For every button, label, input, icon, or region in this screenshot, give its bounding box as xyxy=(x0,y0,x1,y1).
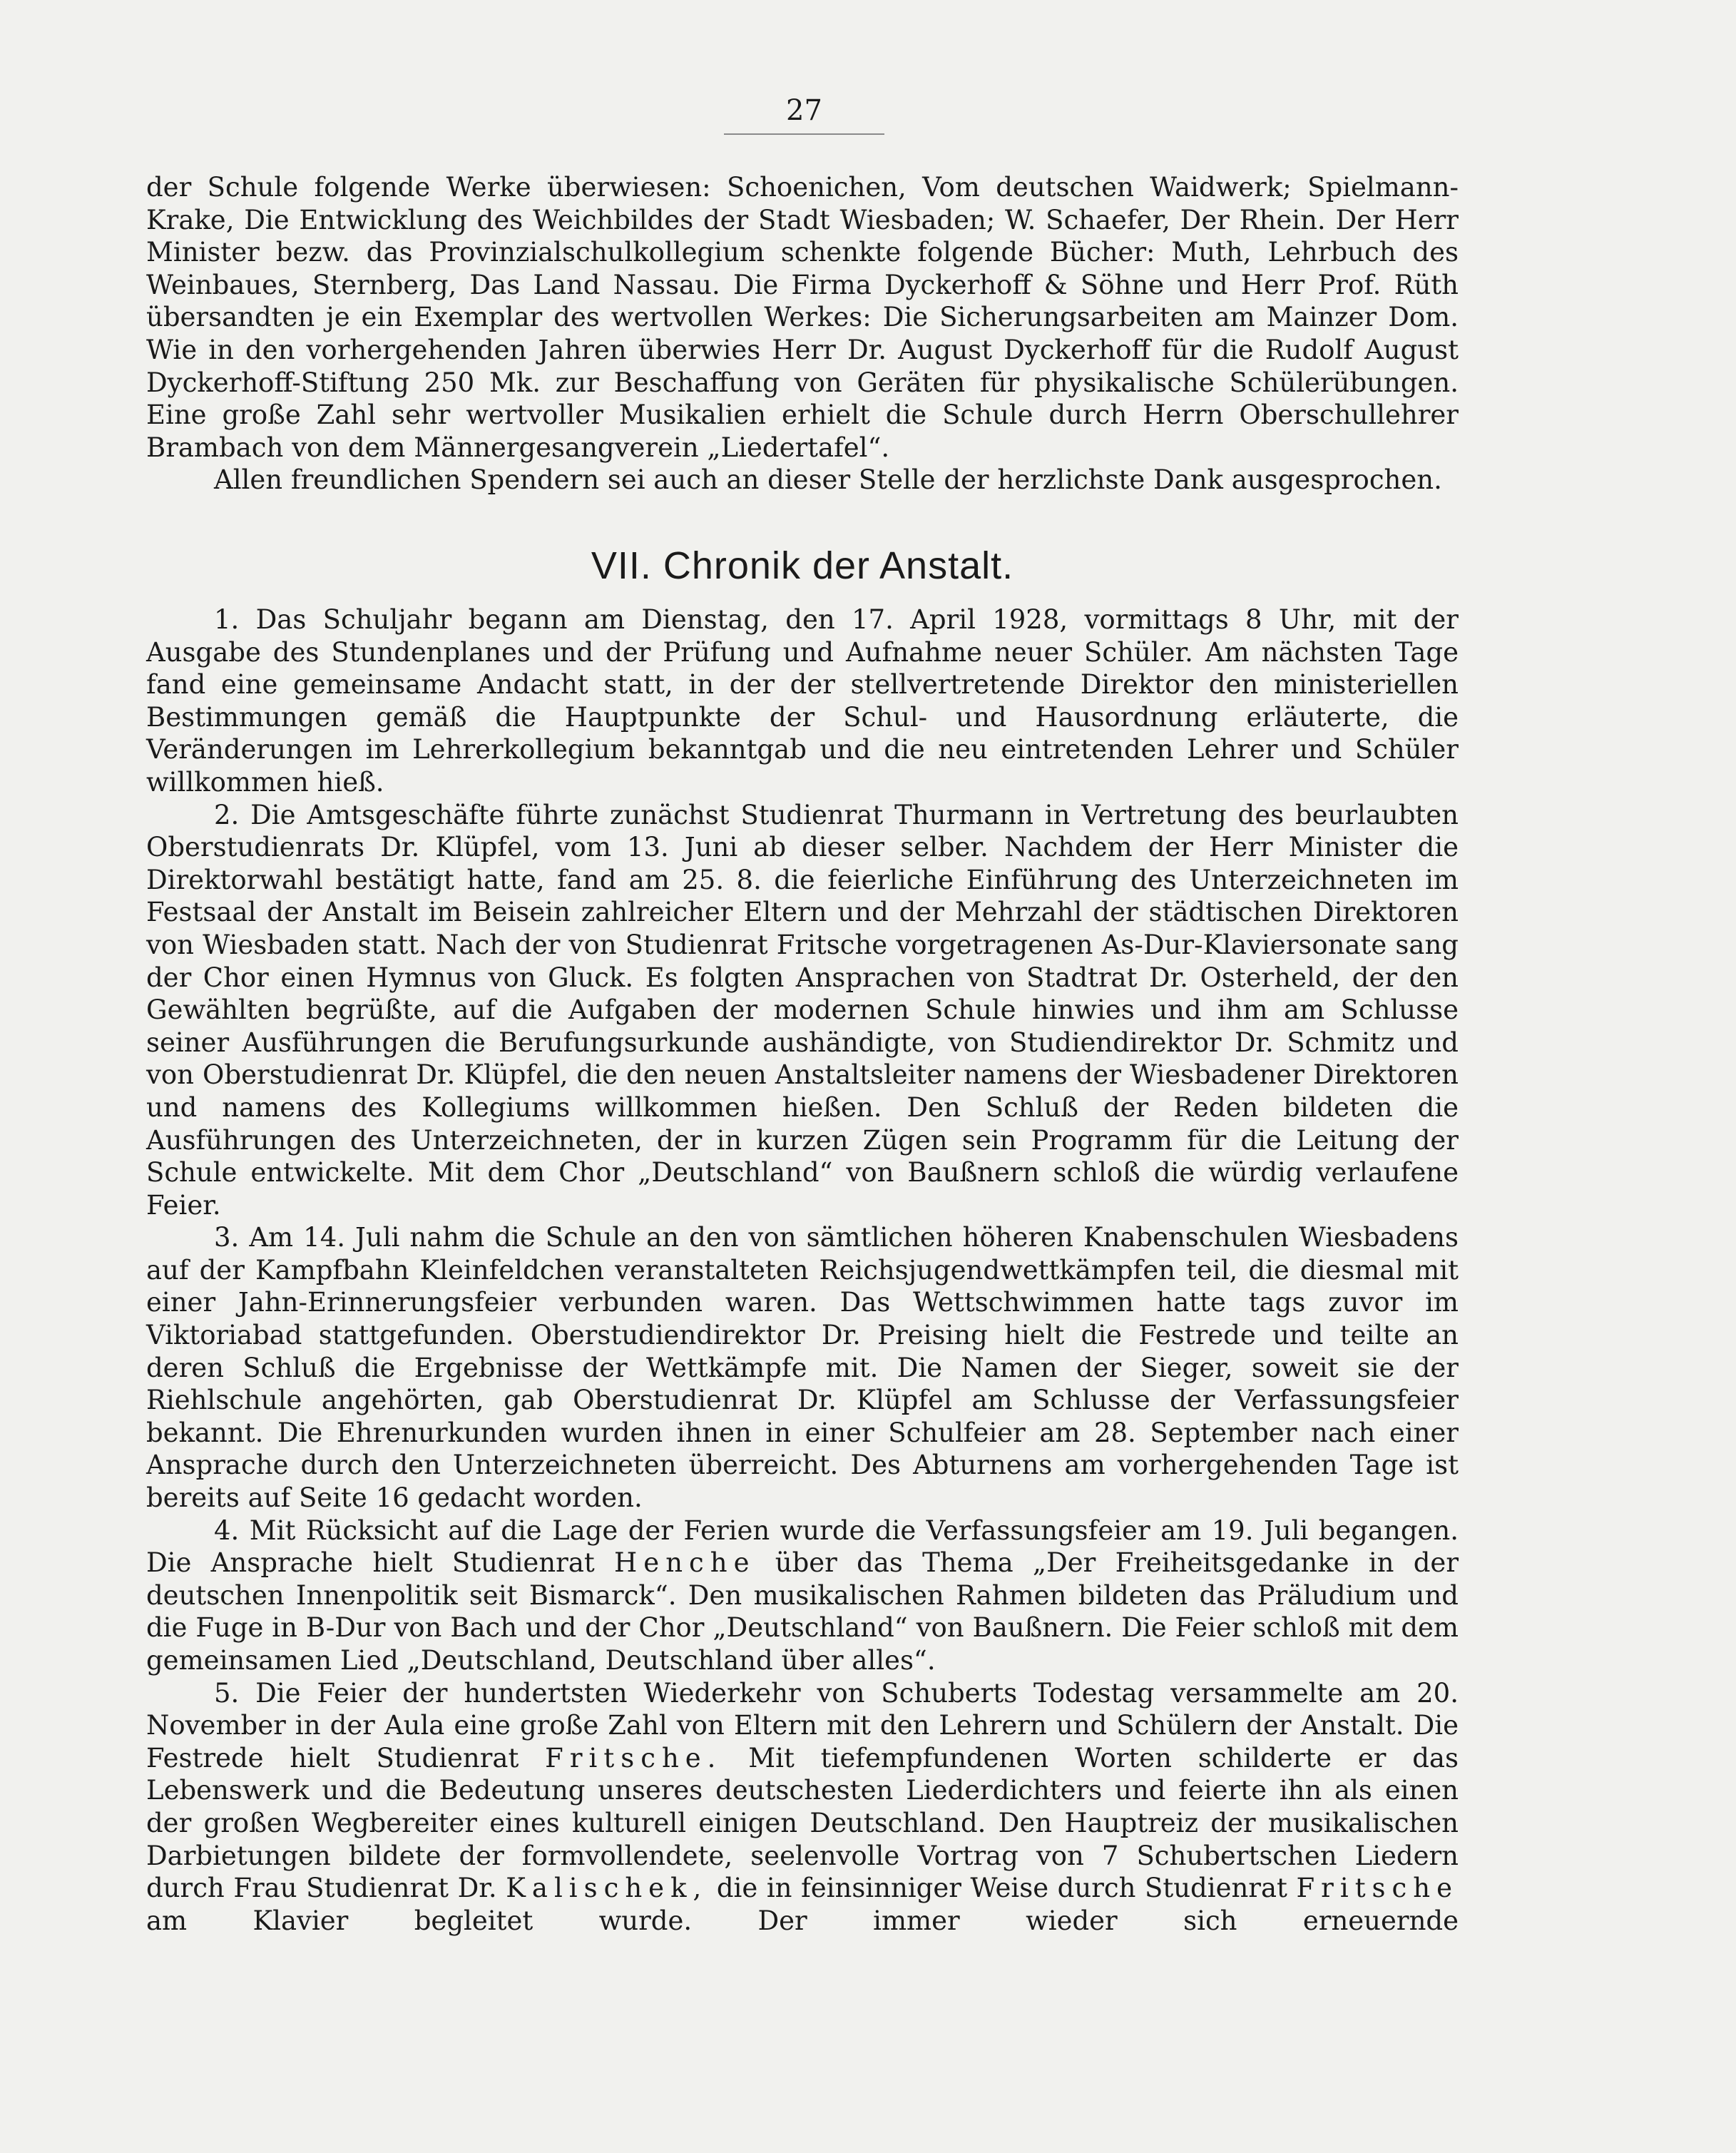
section-heading: VII. Chronik der Anstalt. xyxy=(591,544,1014,587)
item-4-text-a: 4. Mit Rücksicht auf die Lage der Ferien wurde die Verfassungsfeier am 19. Juli begangen. Die Ansprache hielt Studienrat xyxy=(146,1515,1459,1579)
spaced-name-kalischek: Kalischek, xyxy=(506,1873,708,1904)
chronicle-item-2: 2. Die Amtsgeschäfte führte zunächst Studienrat Thurmann in Vertretung des beurlaubten Oberstudienrats Dr. Klüpfel, vom 13. Juni ab dieser selber. Nachdem der Herr Minister die Direktorwahl bestätigt hatte, fand am 25. 8. die feierliche Einführung des Unterzeichneten im Festsaal der Anstalt im Beisein zahlreicher Eltern und der Mehrzahl der städtischen Direktoren von Wiesbaden statt. Nach der von Studienrat Fritsche vorgetragenen As-Dur-Klaviersonate sang der Chor einen Hymnus von Gluck. Es folgten Ansprachen von Stadtrat Dr. Osterheld, der den Gewählten begrüßte, auf die Aufgaben der modernen Schule hinwies und ihm am Schlusse seiner Ausführungen die Berufungsurkunde aushändigte, von Studiendirektor Dr. Schmitz und von Oberstudienrat Dr. Klüpfel, die den neuen Anstaltsleiter namens der Wiesbadener Direktoren und namens des Kollegiums willkommen hießen. Den Schluß der Reden bildeten die Ausführungen des Unterzeichneten, der in kurzen Zügen sein Programm für die Leitung der Schule entwickelte. Mit dem Chor „Deutschland“ von Baußnern schloß die würdig verlaufene Feier. xyxy=(146,799,1459,1221)
item-5-text-a: 5. Die Feier der hundertsten Wiederkehr von Schuberts Todestag versammelte am 20. November in der Aula eine große Zahl von Eltern mit den Lehrern und Schülern der Anstalt. Die Festrede hielt Studienrat xyxy=(146,1677,1459,1773)
chronicle-item-4 xyxy=(146,1515,1459,1677)
donations-paragraph: der Schule folgende Werke überwiesen: Schoenichen, Vom deutschen Waidwerk; Spielmann-Krake, Die Entwicklung des Weichbildes der Stadt Wiesbaden; W. Schaefer, Der Rhein. Der Herr Minister bezw. das Provinzialschulkollegium schenkte folgende Bücher: Muth, Lehrbuch des Weinbaues, Sternberg, Das Land Nassau. Die Firma Dyckerhoff & Söhne und Herr Prof. Rüth übersandten je ein Exemplar des wertvollen Werkes: Die Sicherungsarbeiten am Mainzer Dom. Wie in den vorhergehenden Jahren überwies Herr Dr. August Dyckerhoff für die Rudolf August Dyckerhoff-Stiftung 250 Mk. zur Beschaffung von Geräten für physikalische Schülerübungen. Eine große Zahl sehr wertvoller Musikalien erhielt die Schule durch Herrn Oberschullehrer Brambach von dem Männergesangverein „Liedertafel“. xyxy=(146,172,1459,463)
header-rule xyxy=(724,133,884,135)
item-5-text-b: Mit tiefempfundenen Worten schilderte er das Lebenswerk und die Bedeutung unseres deutschesten Liederdichters und feierte ihn als einen der großen Wegbereiter eines kulturell einigen Deutschland. Den Hauptreiz der musikalischen Darbietungen bildete der formvollendete, seelenvolle Vortrag von 7 Schubertschen Liedern durch Frau Studienrat Dr. xyxy=(146,1742,1459,1904)
item-5-text-d: am Klavier begleitet wurde. Der immer wieder sich erneuernde xyxy=(146,1905,1459,1936)
item-4-text-b: über das Thema „Der Freiheitsgedanke in der deutschen Innenpolitik seit Bismarck“. Den musikalischen Rahmen bildeten das Präludium und die Fuge in B-Dur von Bach und der Chor „Deutschland“ von Baußnern. Die Feier schloß mit dem gemeinsamen Lied „Deutschland, Deutschland über alles“. xyxy=(146,1547,1459,1676)
page-number: 27 xyxy=(786,94,822,127)
intro-block xyxy=(146,171,1459,497)
chronicle-item-5 xyxy=(146,1677,1459,1938)
item-5-text-c: die in feinsinniger Weise durch Studienrat xyxy=(716,1873,1287,1904)
thanks-paragraph: Allen freundlichen Spendern sei auch an dieser Stelle der herzlichste Dank ausgesprochen. xyxy=(214,464,1442,496)
chronicle-block xyxy=(146,604,1459,1937)
spaced-name-fritsche-1: Fritsche. xyxy=(545,1742,723,1773)
chronicle-item-1: 1. Das Schuljahr begann am Dienstag, den 17. April 1928, vormittags 8 Uhr, mit der Ausgabe des Stundenplanes und der Prüfung und Aufnahme neuer Schüler. Am nächsten Tage fand eine gemeinsame Andacht statt, in der der stellvertretende Direktor den ministeriellen Bestimmungen gemäß die Hauptpunkte der Schul- und Hausordnung erläuterte, die Veränderungen im Lehrerkollegium bekanntgab und die neu eintretenden Lehrer und Schüler willkommen hieß. xyxy=(146,604,1459,798)
spaced-name-fritsche-2: Fritsche xyxy=(1296,1873,1459,1904)
spaced-name-henche: Henche xyxy=(614,1547,756,1579)
chronicle-item-3: 3. Am 14. Juli nahm die Schule an den von sämtlichen höheren Knabenschulen Wiesbadens auf der Kampfbahn Kleinfeldchen veranstalteten Reichsjugendwettkämpfen teil, die diesmal mit einer Jahn-Erinnerungsfeier verbunden waren. Das Wettschwimmen hatte tags zuvor im Viktoriabad stattgefunden. Oberstudiendirektor Dr. Preising hielt die Festrede und teilte an deren Schluß die Ergebnisse der Wettkämpfe mit. Die Namen der Sieger, soweit sie der Riehlschule angehörten, gab Oberstudienrat Dr. Klüpfel am Schlusse der Verfassungsfeier bekannt. Die Ehrenurkunden wurden ihnen in einer Schulfeier am 28. September nach einer Ansprache durch den Unterzeichneten überreicht. Des Abturnens am vorhergehenden Tage ist bereits auf Seite 16 gedacht worden. xyxy=(146,1222,1459,1514)
